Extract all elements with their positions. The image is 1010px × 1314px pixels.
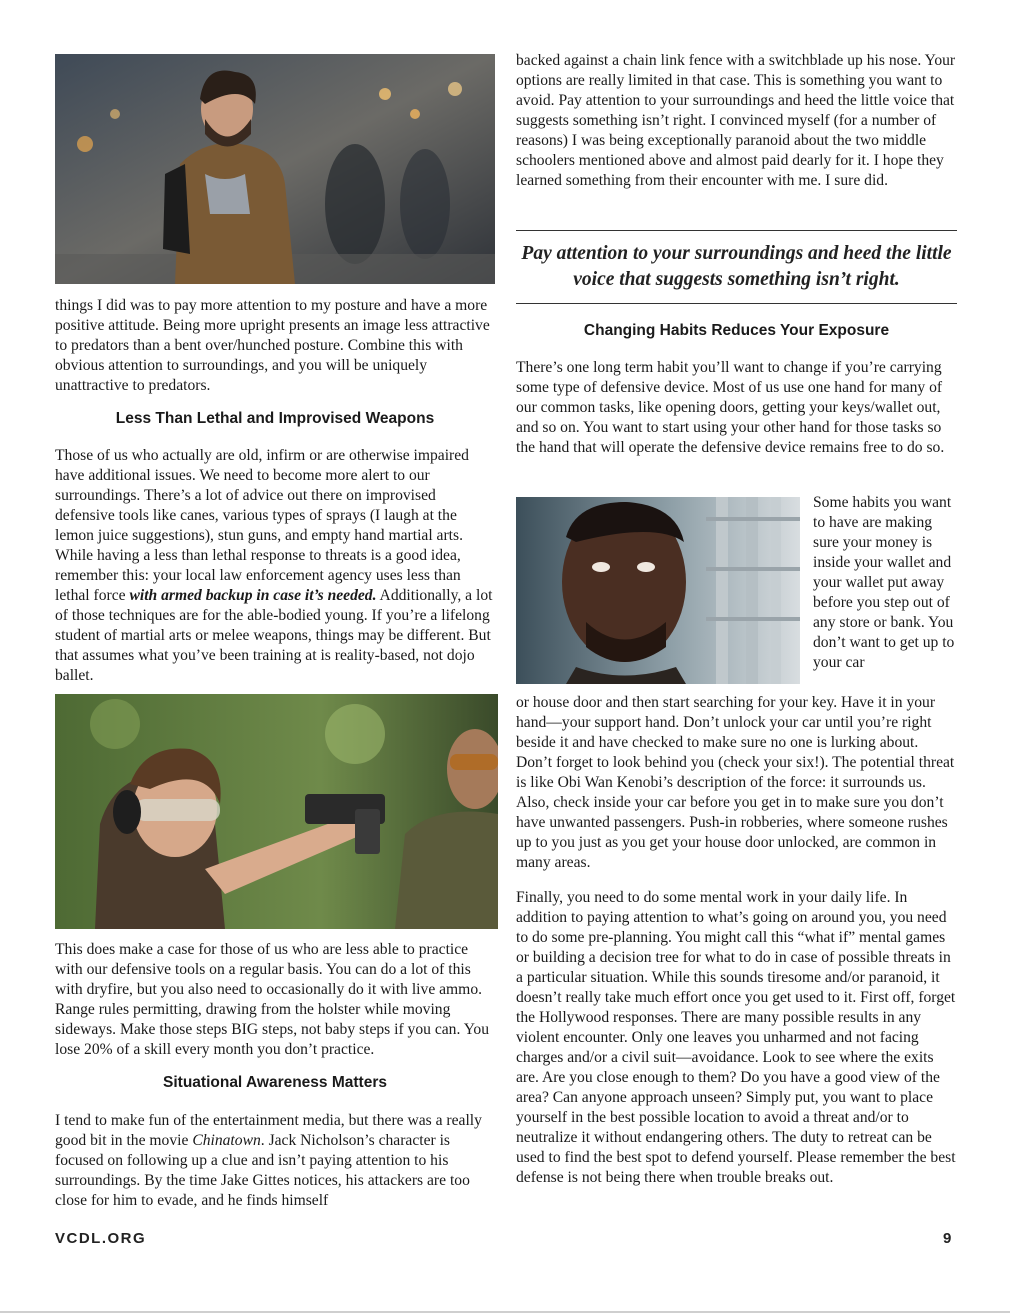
left-paragraph-posture: things I did was to pay more attention to my posture and have a more positive attitude. Being more upright presents an image less attractive to predators than a bent over/hunched posture. Combine this with obvious attention to surroundings, and you will be uniquely unattractive to predators. [55, 297, 490, 394]
left-paragraph-weapons: Those of us who actually are old, infirm or are otherwise impaired have additional issues. We need to become more alert to our surroundings. There’s a lot of advice out there on improvised defensive tools like canes, various types of sprays (I laugh at the lemon juice suggestions), stun guns, and empty hand martial arts. While having a less than lethal response to threats is a good idea, remember this: your local law enforcement agency uses less than lethal force with armed backup in case it’s needed. Additionally, a lot of those techniques are for the able-bodied young. If you’re a lifelong student of martial arts or melee weapons, things may be different. But that assumes what you’ve been training at is reality-based, not dojo ballet. [55, 447, 493, 684]
pull-quote [516, 230, 957, 304]
right-paragraph-switchblade: backed against a chain link fence with a switchblade up his nose. Your options are really limited in that case. This is something you want to avoid. Pay attention to your surroundings and heed the little voice that suggests something isn’t right. I convinced myself (for a number of reasons) I was being exceptionally paranoid about the two middle schoolers mentioned above and almost paid dearly for it. I hope they learned something from their encounter with me. I sure did. [516, 52, 956, 189]
left-paragraph-practice: This does make a case for those of us who are less able to practice with our defensive tools on a regular basis. You can do a lot of this with dryfire, but you also need to occasionally do it with live ammo. Range rules permitting, drawing from the holster while moving sideways. Make those steps BIG steps, not baby steps if you can. You lose 20% of a skill every month you don’t practice. [55, 941, 489, 1058]
right-paragraph-habits-continued: or house door and then start searching for your key. Have it in your hand—your support hand. Don’t unlock your car until you’re right beside it and have checked to make sure no one is lurking about. Don’t forget to look behind you (check your six!). The potential threat is like Obi Wan Kenobi’s description of the force: it surrounds us. Also, check inside your car before you get in to make sure you don’t have unwanted passengers. Push-in robberies, where someone rushes up to you just as you get your house door unlocked, are common in many areas. [516, 694, 955, 871]
right-paragraph-habits-wrap: Some habits you want to have are making sure your money is inside your wallet and your wallet put away before you step out of any store or bank. You don’t want to get up to your car [813, 494, 955, 671]
photo-shooting-range [55, 694, 498, 929]
movie-title: Chinatown [192, 1132, 261, 1149]
pull-quote-text: Pay attention to your surroundings and heed the little voice that suggests something isn’t right. [521, 243, 952, 290]
heading-situational-awareness: Situational Awareness Matters [163, 1074, 387, 1091]
photo-man-portrait [516, 497, 800, 684]
heading-less-than-lethal: Less Than Lethal and Improvised Weapons [115, 410, 435, 427]
left-paragraph-chinatown: I tend to make fun of the entertainment media, but there was a really good bit in the movie Chinatown. Jack Nicholson’s character is focused on following up a clue and isn’t paying attention to his surroundings. By the time Jake Gittes notices, his attackers are too close for him to evade, and he finds himself [55, 1112, 482, 1209]
footer-site: VCDL.ORG [55, 1230, 147, 1247]
right-paragraph-mental-work: Finally, you need to do some mental work in your daily life. In addition to paying attention to what’s going on around you, you need to do some pre-planning. You might call this “what if” mental games or building a decision tree for what to do in case of possible threats in a particular situation. While this sounds tiresome and/or paranoid, it doesn’t really take much effort once you get used to it. First off, forget the Hollywood responses. There are many possible results in any violent encounter. Only one leaves you unharmed and not facing charges and/or a civil suit—avoidance. Look to see where the exits are. Are you close enough to them? Do you have a good view of the area? Can anyone approach unseen? Simply put, you want to place yourself in the best possible location to avoid a threat and/or to neutralize it without endangering others. The duty to retreat can be used to find the best spot to defend yourself. Please remember the best defense is not being there when trouble breaks out. [516, 889, 956, 1186]
emphasis-armed-backup: with armed backup in case it’s needed. [129, 587, 377, 604]
heading-changing-habits: Changing Habits Reduces Your Exposure [583, 322, 890, 339]
right-paragraph-habit: There’s one long term habit you’ll want to change if you’re carrying some type of defensive device. Most of us use one hand for many of our common tasks, like opening doors, getting your keys/wallet out, and so on. You want to start using your other hand for those tasks so the hand that will operate the defensive device remains free to do so. [516, 359, 945, 456]
photo-man-on-street [55, 54, 495, 284]
footer-page-number: 9 [943, 1230, 953, 1247]
page-edge-divider [0, 1311, 1010, 1313]
